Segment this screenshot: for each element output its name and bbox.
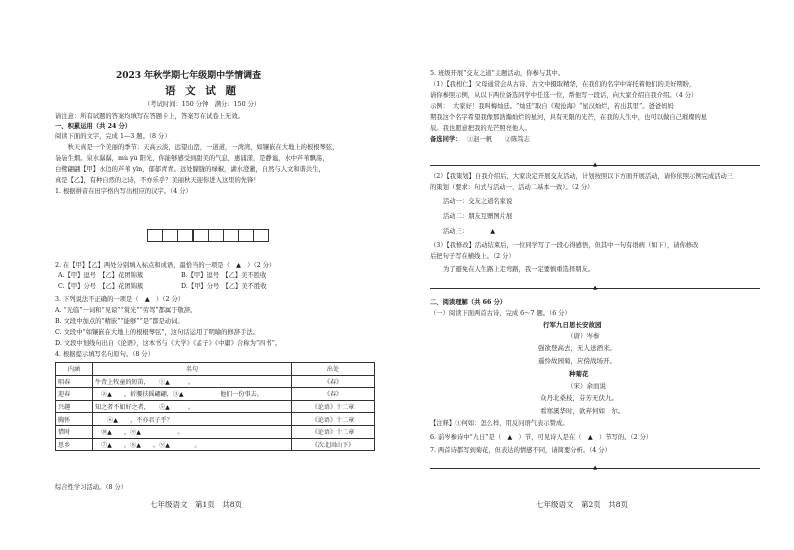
q5-2-text: 的策划（要求：句式与活动一、活动二基本一致）。（2 分） [430,184,594,191]
table-cell: 唱春 [56,375,93,388]
poem2-title: 种菊花 [569,370,589,378]
q3-option-a: A. “光临”一词和“见谅”“赏光”“劳驾”都属于敬辞。 [55,307,197,314]
q2-option-c: C.【甲】分号 【乙】花团锦簇 [58,283,144,290]
table-cell: 知之者不如好之者， ⑤▲ 。 [93,400,292,413]
table-header: 内涵 [56,363,93,376]
exam-title: 2023 年秋学期七年级期中学情调查 [116,71,262,81]
table-cell: 《论语》十二章 [292,413,375,426]
activity-2: 活动二：朋友互赠图片展 [443,213,513,220]
q5-3-text: 后把句子写在横线上。（2 分） [430,253,515,260]
question-2: 2. 在【甲】【乙】两处分别填入标点和成语，最恰当的一项是（ ▲ ）（2 分） [55,262,276,269]
example-line: 大家好！我叫梅灿廷。“灿廷”取自《观沧海》“星汉灿烂，若出其里”。爸爸妈妈 [453,103,674,110]
faulty-sentence: 为了避免在人生路上走弯路，我一定要慎重选择朋友。 [443,266,595,273]
table-cell: ⑦▲ ，⑧▲ 。⑨▲ 。 [93,438,292,451]
table-cell: 迎春 [56,388,93,401]
table-cell: 胸怀 [56,413,93,426]
table-header-row [56,363,375,376]
q3-option-d: D. 文段中划线句出自《论语》，这本书与《大学》《孟子》《中庸》合称为“四书”。 [55,340,282,347]
question-5: 5. 班级开展“交友之道”主题活动，你参与其中。 [430,70,565,77]
poem2-line: 看寒溪华时，欲弃何如 尔。 [540,407,625,415]
q2-option-b: B.【甲】逗号 【乙】美不胜收 [181,272,267,279]
table-row [56,400,375,413]
q5-2-text: （2）【我策划】自我介绍后，大家决定开展交友活动，计划按照以下方面开展活动，请你依照示例完成活动三 [430,173,734,180]
page-footer: 七年级语文 第2页 共8页 [536,500,629,509]
poem1-author: （唐）岑参 [567,332,600,340]
table-cell: 《论语》十二章 [292,400,375,413]
example-label: 示例： [430,103,449,110]
answer-marker: ▲ [593,285,598,291]
question-6: 6. 前岑参诗中“九日”是（ ▲ ）节，可见诗人是在（ ▲ ）节写的。（2 分） [430,434,653,441]
poem2-author: （宋）余而说 [567,382,606,390]
table-cell: 《论语》十二章 [292,425,375,438]
question-1: 1. 根据拼音在田字格内写出相应的汉字。（4 分） [55,188,192,195]
part1-heading: 一、积累运用（共 24 分） [55,123,132,130]
answer-marker: ▲ [593,162,598,168]
passage-line: 袅袅生烟。泉水潺潺，mù yù 阳光，你能够感受到甜美的气息，惠浦漾，是静谧，水中芦苇飘荡， [55,155,329,162]
table-cell: 兴趣 [56,400,93,413]
activity-3: 活动三： ▲ [443,228,521,235]
table-row [56,425,375,438]
q5-1-text: （1）【我相仁】父母通常会从古诗、古文中摄取精华，在我们的名字中寄托着他们的美好期盼， [430,81,696,88]
q5-3-text: （3）【我修改】活动结束后，一位同学写了一段心得感悟，但其中一句有语病（如下），请你修改 [430,242,699,249]
table-row [56,388,375,401]
table-cell: ⑩▲ ，⑨▲ 。 [93,425,292,438]
part2-heading: 二、阅读理解（共 66 分） [430,299,507,306]
answer-marker: ▲ [593,465,598,471]
table-row [56,413,375,426]
subject-title: 语 文 试 题 [165,85,239,97]
q5-1-text: 请你参照示例，从以下两位备选同学中任选一位，帮他写一段话，向大家介绍自我介绍。（4 分） [430,92,698,99]
page-footer: 七年级语文 第1页 共8页 [150,500,243,509]
reading1-intro: （一）阅读下面两首古诗，完成 6～7 题。（6 分） [430,310,571,317]
instructions: 请注意：所有试题的答案均填写在答题卡上，答案写在试卷上无效。 [55,113,244,120]
poem2-line: 众丹北桑枝，芬芳无伏九。 [540,394,618,402]
table-cell: 《春》 [292,375,375,388]
candidates-label: 备选同学： [430,136,462,143]
q2-option-a: A.【甲】逗号 【乙】花团锦簇 [58,272,144,279]
note: 【注释】①何如：怎么样，用反问语气表示赞成。 [430,420,569,427]
table-cell: 《次北固山下》 [292,438,375,451]
q5-intro: 综合性学习活动。（8 分） [55,484,128,491]
question-7: 7. 两首诗都写到菊花，但表达的情感不同，请简要分析。（4 分） [430,447,611,454]
table-cell: ②▲ ，折腰扶摇翩翩，③▲ 他们一份事去。 [93,388,292,401]
candidates: ①赵一帆 ②陈笃志 [467,136,530,143]
q2-option-d: D.【甲】分号 【乙】美不胜收 [181,283,267,290]
table-row [56,375,375,388]
right-page [397,0,794,550]
example-line: 期我这个名字希望我像那浩瀚灿烂的星河，具有无限的光芒，在我的人生中，也可以做自己璀璨的星 [430,114,708,121]
quotation-table [55,362,375,451]
poem1-line: 遥怜故园菊，应傍战场开。 [538,357,616,365]
table-header: 出处 [292,363,375,376]
table-header: 名句 [93,363,292,376]
passage-line: 白鹭翩翩【甲】水边的芦苇 yīn，郁郁青青。远处朦胧的绿椒，湖水澄澈，自然与人文和谐共生， [55,166,325,173]
poem1-title: 行军九日思长安故园 [543,321,602,329]
question-4: 4. 根据提示填写名句原句。（8 分） [55,351,155,358]
table-row [56,438,375,451]
table-cell: ⑥▲ ，不亦君子乎？ [93,413,292,426]
exam-info: （考试时间：150 分钟 满分：150 分） [144,101,261,108]
table-cell: 牛背上牧童的短笛， ①▲ 。 [93,375,292,388]
example-line: 辰。我也愿意把我的光芒照亮他人。 [430,125,531,132]
passage-line: 真是【乙】，有种自然的之诗，不亦乐乎？美丽秋天迎你进入这里的先锋！ [55,177,260,184]
table-cell: 惜时 [56,425,93,438]
q3-option-c: C. 文段中“如镶嵌在大地上的根根琴弦”，这句话运用了明喻的修辞手法。 [55,329,259,336]
q3-option-b: B. 文段中加点的“精嵌”“能够”“是”都是动词。 [55,318,184,325]
table-cell: 思乡 [56,438,93,451]
table-cell: 《春》 [292,388,375,401]
poem1-line: 强欲登高去，无人送酒来。 [538,344,616,352]
passage-line: 秋天真是一个美丽的季节：天高云淡，远望山峦，一道道，一湾湾，如镶嵌在大地上的根根琴弦， [55,144,339,151]
answer-grid [147,229,269,242]
activity-1: 活动一：交友之道名家说 [443,198,513,205]
question-3: 3. 下列说法不正确的一项是（ ▲ ）（2 分） [55,296,185,303]
reading-intro: 阅读下面的文字，完成 1—3 题。（8 分） [55,133,171,140]
